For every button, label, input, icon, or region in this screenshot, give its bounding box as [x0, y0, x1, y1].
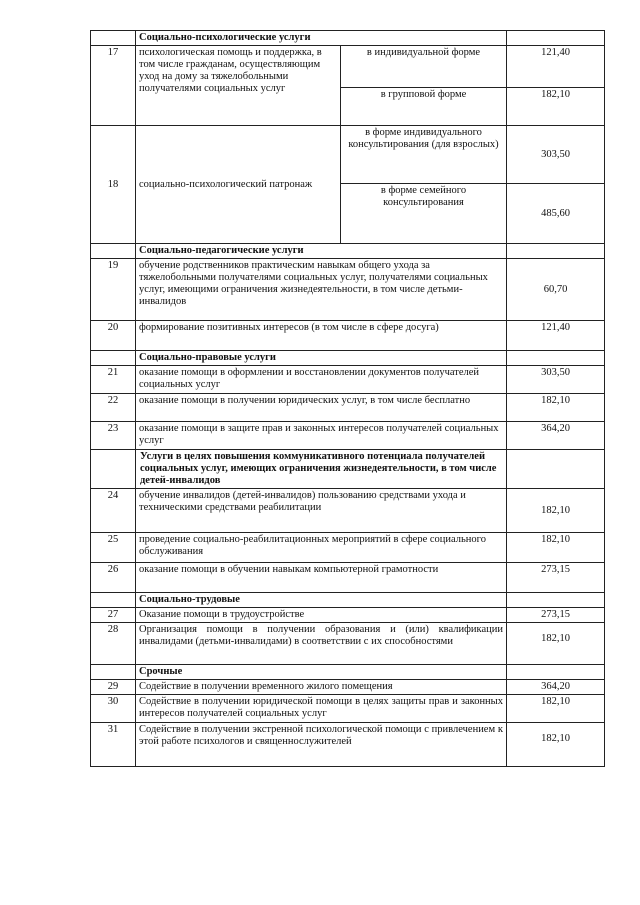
service-form: в форме индивидуального консультирования (для взрослых) — [341, 126, 507, 184]
service-price: 60,70 — [507, 259, 605, 321]
service-price: 121,40 — [507, 321, 605, 351]
table-row — [91, 321, 605, 351]
tariff-table — [90, 30, 605, 767]
service-price: 182,10 — [507, 623, 605, 665]
table-row — [91, 46, 605, 88]
service-price: 273,15 — [507, 608, 605, 623]
row-number: 21 — [91, 366, 136, 394]
service-name: проведение социально-реабилитационных мероприятий в сфере социального обслуживания — [136, 533, 507, 563]
service-form: в групповой форме — [341, 88, 507, 126]
row-number: 29 — [91, 680, 136, 695]
service-price: 182,10 — [507, 394, 605, 422]
service-price: 121,40 — [507, 46, 605, 88]
empty-cell — [507, 450, 605, 489]
service-name: Содействие в получении временного жилого помещения — [136, 680, 507, 695]
table-row — [91, 126, 605, 184]
service-price: 273,15 — [507, 563, 605, 593]
service-name: оказание помощи в получении юридических услуг, в том числе бесплатно — [136, 394, 507, 422]
service-price: 182,10 — [507, 88, 605, 126]
service-form: в форме семейного консультирования — [341, 184, 507, 244]
service-name: оказание помощи в защите прав и законных интересов получателей социальных услуг — [136, 422, 507, 450]
row-number: 24 — [91, 489, 136, 533]
section-row — [91, 593, 605, 608]
section-title: Срочные — [136, 665, 507, 680]
section-row — [91, 665, 605, 680]
table-row — [91, 259, 605, 321]
empty-cell — [91, 31, 136, 46]
empty-cell — [507, 593, 605, 608]
table-row — [91, 489, 605, 533]
table-row — [91, 394, 605, 422]
service-name: оказание помощи в обучении навыкам компьютерной грамотности — [136, 563, 507, 593]
empty-cell — [91, 244, 136, 259]
service-name: оказание помощи в оформлении и восстановлении документов получателей социальных услуг — [136, 366, 507, 394]
table-row — [91, 680, 605, 695]
row-number: 26 — [91, 563, 136, 593]
service-price: 182,10 — [507, 533, 605, 563]
row-number: 28 — [91, 623, 136, 665]
section-title: Социально-правовые услуги — [136, 351, 507, 366]
table-row — [91, 366, 605, 394]
service-name: Содействие в получении юридической помощи в целях защиты прав и законных интересов получателей социальных услуг — [136, 695, 507, 723]
service-name: Оказание помощи в трудоустройстве — [136, 608, 507, 623]
table-row — [91, 623, 605, 665]
empty-cell — [91, 665, 136, 680]
service-name: социально-психологический патронаж — [136, 126, 341, 244]
section-row — [91, 450, 605, 489]
service-name: Содействие в получении экстренной психологической помощи с привлечением к этой работе психологов и священнослужителей — [136, 723, 507, 767]
table-row — [91, 695, 605, 723]
empty-cell — [507, 665, 605, 680]
empty-cell — [507, 351, 605, 366]
row-number: 30 — [91, 695, 136, 723]
empty-cell — [507, 244, 605, 259]
service-price: 182,10 — [507, 695, 605, 723]
row-number: 17 — [91, 46, 136, 126]
row-number: 20 — [91, 321, 136, 351]
section-row — [91, 31, 605, 46]
section-title: Социально-педагогические услуги — [136, 244, 507, 259]
row-number: 31 — [91, 723, 136, 767]
service-price: 485,60 — [507, 184, 605, 244]
service-name: обучение родственников практическим навыкам общего ухода за тяжелобольными получателями социальных услуг, получателями социальных услуг, имеющими ограничения жизнедеятельности, в том числе детьми-инвалидов — [136, 259, 507, 321]
service-name: психологическая помощь и поддержка, в том числе гражданам, осуществляющим уход на дому за тяжелобольными получателями социальных услуг — [136, 46, 341, 126]
service-price: 182,10 — [507, 723, 605, 767]
empty-cell — [91, 450, 136, 489]
table-row — [91, 723, 605, 767]
service-name: формирование позитивных интересов (в том числе в сфере досуга) — [136, 321, 507, 351]
row-number: 23 — [91, 422, 136, 450]
section-title: Социально-психологические услуги — [136, 31, 507, 46]
service-price: 303,50 — [507, 126, 605, 184]
row-number: 22 — [91, 394, 136, 422]
empty-cell — [507, 31, 605, 46]
table-row — [91, 563, 605, 593]
section-row — [91, 351, 605, 366]
section-title: Социально-трудовые — [136, 593, 507, 608]
section-row — [91, 244, 605, 259]
row-number: 27 — [91, 608, 136, 623]
table-row — [91, 422, 605, 450]
service-price: 364,20 — [507, 422, 605, 450]
row-number: 25 — [91, 533, 136, 563]
service-name: Организация помощи в получении образования и (или) квалификации инвалидами (детьми-инвалидами) в соответствии с их способностями — [136, 623, 507, 665]
empty-cell — [91, 593, 136, 608]
service-name: обучение инвалидов (детей-инвалидов) пользованию средствами ухода и техническими средствами реабилитации — [136, 489, 507, 533]
service-form: в индивидуальной форме — [341, 46, 507, 88]
service-price: 182,10 — [507, 489, 605, 533]
row-number: 19 — [91, 259, 136, 321]
empty-cell — [91, 351, 136, 366]
service-price: 303,50 — [507, 366, 605, 394]
row-number: 18 — [91, 126, 136, 244]
table-row — [91, 533, 605, 563]
service-price: 364,20 — [507, 680, 605, 695]
section-title: Услуги в целях повышения коммуникативного потенциала получателей социальных услуг, имеющих ограничения жизнедеятельности, в том числе детей-инвалидов — [136, 450, 507, 489]
table-row — [91, 608, 605, 623]
